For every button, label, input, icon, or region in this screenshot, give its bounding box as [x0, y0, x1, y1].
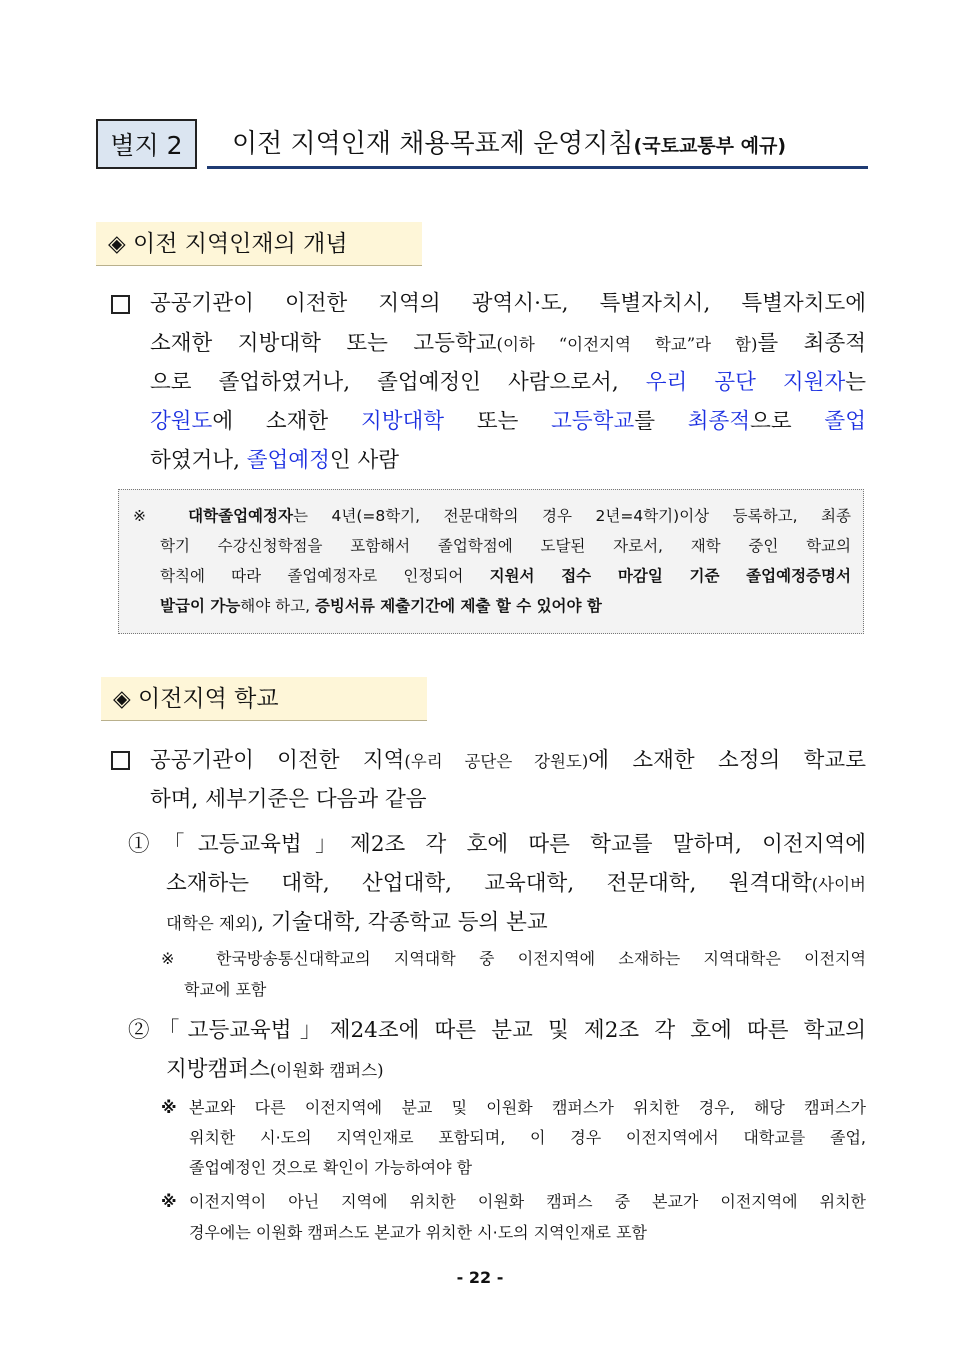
item-line — [166, 903, 548, 944]
text-small: (이하 “이전지역 학교”라 함) — [496, 335, 758, 354]
highlight-text: 고등학교 — [551, 409, 635, 434]
checkbox-bullet — [111, 751, 130, 770]
checkbox-bullet — [111, 295, 130, 314]
text: 하였거나, — [150, 448, 240, 473]
highlight-text: 강원도 — [150, 409, 213, 434]
para-line — [150, 402, 866, 442]
note-line: ※ 한국방송통신대학교의 지역대학 중 이전지역에 소재하는 지역대학은 이전지역 — [161, 949, 866, 968]
note-bold: 대학졸업예정자 — [188, 507, 293, 525]
text-small: (이원화 캠퍼스) — [269, 1061, 384, 1080]
note-line: 졸업예정인 것으로 확인이 가능하여야 함 — [189, 1158, 473, 1177]
page-number: - 22 - — [456, 1268, 504, 1287]
text: 학칙에 따라 졸업예정자로 인정되어 — [160, 567, 464, 585]
note-line — [160, 593, 602, 619]
item-line — [166, 1050, 384, 1091]
section-heading-schools: ◈ 이전지역 학교 — [101, 677, 427, 721]
note-bold: 발급이 가능 — [160, 597, 241, 615]
document-title-main: 이전 지역인재 채용목표제 운영지침 — [232, 129, 634, 159]
text: 는 — [845, 370, 867, 395]
document-title — [232, 122, 786, 168]
para-line — [150, 741, 866, 782]
note-line: 이전지역이 아닌 지역에 위치한 이원화 캠퍼스 중 본교가 이전지역에 위치한 — [189, 1192, 866, 1211]
para-line — [150, 324, 866, 365]
item-line: ②「고등교육법」제24조에 따른 분교 및 제2조 각 호에 따른 학교의 — [128, 1018, 866, 1043]
text: 인 사람 — [329, 448, 399, 473]
title-underline — [207, 166, 868, 169]
text: 또는 — [476, 409, 519, 434]
appendix-tag: 별지 2 — [96, 119, 197, 169]
text-small: (사이버 — [811, 875, 866, 894]
text: 를 최종적 — [757, 331, 866, 356]
note-line — [133, 503, 851, 529]
reference-mark: ※ — [133, 507, 165, 525]
para-line: 공공기관이 이전한 지역의 광역시·도, 특별자치시, 특별자치도에 — [150, 291, 866, 316]
highlight-text: 우리 공단 지원자 — [645, 370, 846, 395]
text: 해야 하고, — [240, 597, 311, 615]
note-line: 본교와 다른 이전지역에 분교 및 이원화 캠퍼스가 위치한 경우, 해당 캠퍼스가 — [189, 1098, 866, 1117]
highlight-text: 지방대학 — [360, 409, 445, 434]
text: , 기술대학, 각종학교 등의 본교 — [257, 910, 548, 935]
text: 지방캠퍼스 — [166, 1057, 270, 1082]
reference-mark: ※ — [161, 1192, 177, 1211]
note-line: 학교에 포함 — [184, 980, 267, 999]
para-line: 하며, 세부기준은 다음과 같음 — [150, 787, 427, 812]
note-line: 위치한 시·도의 지역인재로 포함되며, 이 경우 이전지역에서 대학교를 졸업, — [189, 1128, 866, 1147]
para-line — [150, 363, 866, 403]
para-line — [150, 441, 399, 481]
text: 으로 — [750, 409, 792, 434]
highlight-text: 졸업 — [824, 409, 866, 434]
text: 으로 졸업하였거나, 졸업예정인 사람으로서, — [150, 370, 619, 395]
highlight-text: 최종적 — [687, 409, 751, 434]
text: 공공기관이 이전한 지역 — [150, 748, 405, 773]
highlight-text: 졸업예정 — [246, 448, 330, 473]
text: 를 — [634, 409, 655, 434]
text-small: (우리 공단은 강원도) — [404, 752, 589, 771]
note-line — [160, 563, 851, 589]
section-heading-concept: ◈ 이전 지역인재의 개념 — [96, 222, 422, 266]
item-line: ①「고등교육법」제2조 각 호에 따른 학교를 말하며, 이전지역에 — [128, 832, 866, 857]
note-bold: 지원서 접수 마감일 기준 졸업예정증명서 — [489, 567, 851, 585]
text: 에 소재한 소정의 학교로 — [588, 748, 866, 773]
note-bold: 증빙서류 제출기간에 제출 할 수 있어야 함 — [314, 597, 602, 615]
item-line — [166, 864, 866, 905]
document-title-suffix: (국토교통부 예규) — [633, 135, 787, 157]
reference-mark: ※ — [161, 1098, 177, 1117]
text: 소재한 지방대학 또는 고등학교 — [150, 331, 497, 356]
text: 소재하는 대학, 산업대학, 교육대학, 전문대학, 원격대학 — [166, 871, 812, 896]
text: 는 4년(=8학기, 전문대학의 경우 2년=4학기)이상 등록하고, 최종 — [292, 507, 851, 525]
text-small: 대학은 제외) — [166, 914, 258, 933]
text: 에 소재한 — [212, 409, 329, 434]
note-line: 학기 수강신청학점을 포함해서 졸업학점에 도달된 자로서, 재학 중인 학교의 — [160, 537, 851, 555]
note-line: 경우에는 이원화 캠퍼스도 본교가 위치한 시·도의 지역인재로 포함 — [189, 1223, 648, 1242]
